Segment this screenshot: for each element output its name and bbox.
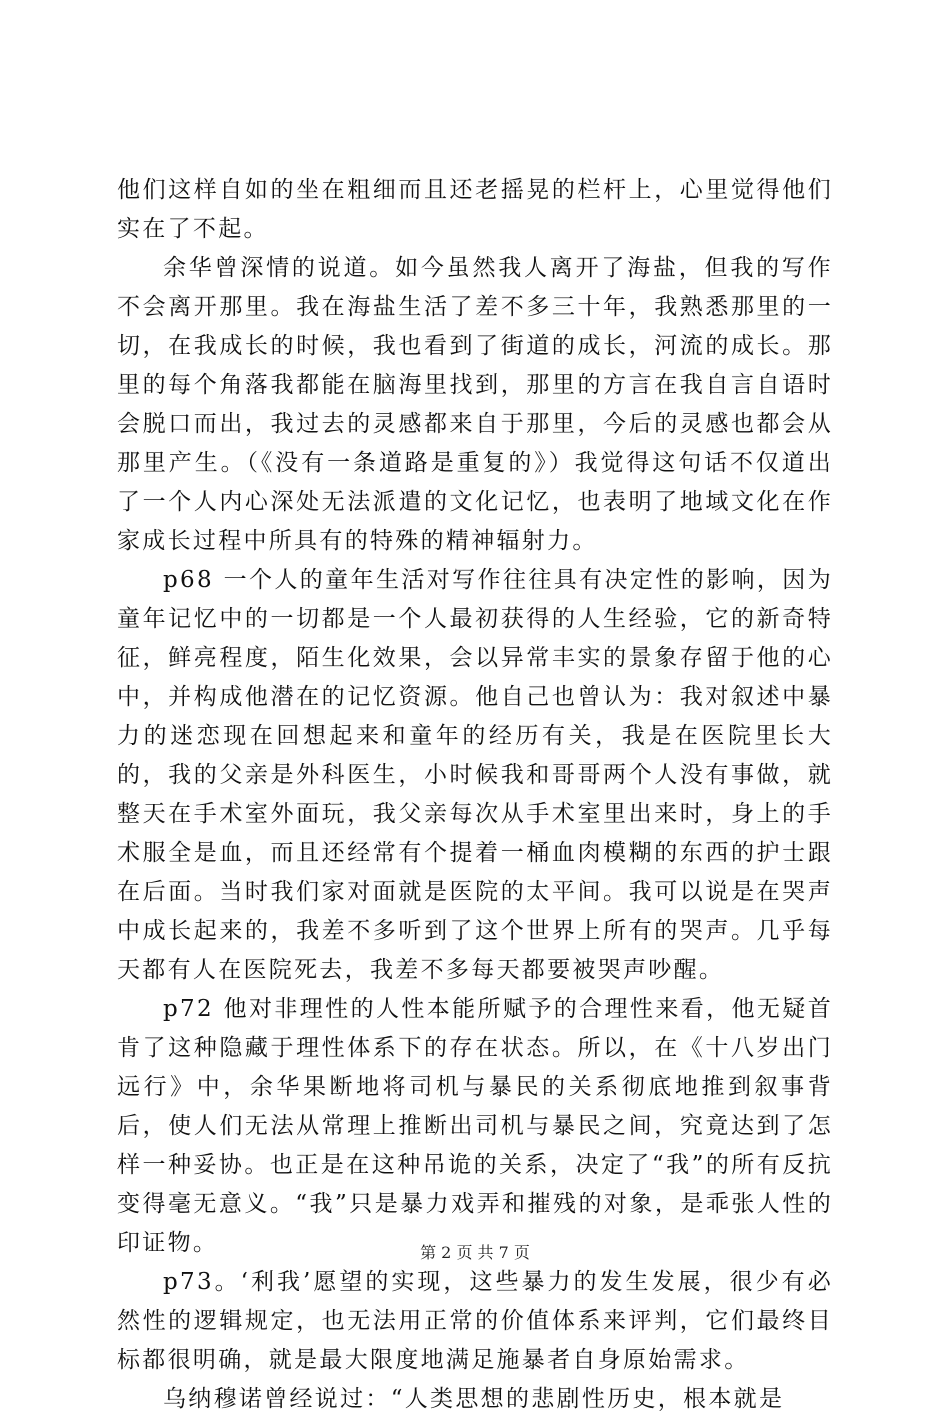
paragraph-2: 余华曾深情的说道。如今虽然我人离开了海盐，但我的写作不会离开那里。我在海盐生活了差不多三十年，我熟悉那里的一切，在我成长的时候，我也看到了街道的成长，河流的成长。那里的每个角落我都能在脑海里找到，那里的方言在我自言自语时会脱口而出，我过去的灵感都来自于那里，今后的灵感也都会从那里产生。（《没有一条道路是重复的》）我觉得这句话不仅道出了一个人内心深处无法派遣的文化记忆，也表明了地域文化在作家成长过程中所具有的特殊的精神辐射力。 (117, 255, 833, 554)
paragraph-1: 他们这样自如的坐在粗细而且还老摇晃的栏杆上，心里觉得他们实在了不起。 (117, 177, 833, 242)
paragraph-4: p72 他对非理性的人性本能所赋予的合理性来看，他无疑首肯了这种隐藏于理性体系下的存在状态。所以，在《十八岁出门远行》中，余华果断地将司机与暴民的关系彻底地推到叙事背后，使人们无法从常理上推断出司机与暴民之间，究竟达到了怎样一种妥协。也正是在这种吊诡的关系，决定了“我”的所有反抗变得毫无意义。“我”只是暴力戏弄和摧残的对象，是乖张人性的印证物。 (117, 996, 833, 1256)
page-footer (0, 1242, 950, 1264)
paragraph-3: p68 一个人的童年生活对写作往往具有决定性的影响，因为童年记忆中的一切都是一个人最初获得的人生经验，它的新奇特征，鲜亮程度，陌生化效果，会以异常丰实的景象存留于他的心中，并构成他潜在的记忆资源。他自己也曾认为：我对叙述中暴力的迷恋现在回想起来和童年的经历有关，我是在医院里长大的，我的父亲是外科医生，小时候我和哥哥两个人没有事做，就整天在手术室外面玩，我父亲每次从手术室里出来时，身上的手术服全是血，而且还经常有个提着一桶血肉模糊的东西的护士跟在后面。当时我们家对面就是医院的太平间。我可以说是在哭声中成长起来的，我差不多听到了这个世界上所有的哭声。几乎每天都有人在医院死去，我差不多每天都要被哭声吵醒。 (117, 567, 833, 983)
document-body (117, 171, 833, 1419)
page-number-label: 第 2 页 共 7 页 (420, 1243, 530, 1262)
paragraph-6: 乌纳穆诺曾经说过：“人类思想的悲剧性历史，根本就是 (163, 1386, 785, 1412)
paragraph-5: p73。‘利我’愿望的实现，这些暴力的发生发展，很少有必然性的逻辑规定，也无法用正常的价值体系来评判，它们最终目标都很明确，就是最大限度地满足施暴者自身原始需求。 (117, 1269, 833, 1373)
